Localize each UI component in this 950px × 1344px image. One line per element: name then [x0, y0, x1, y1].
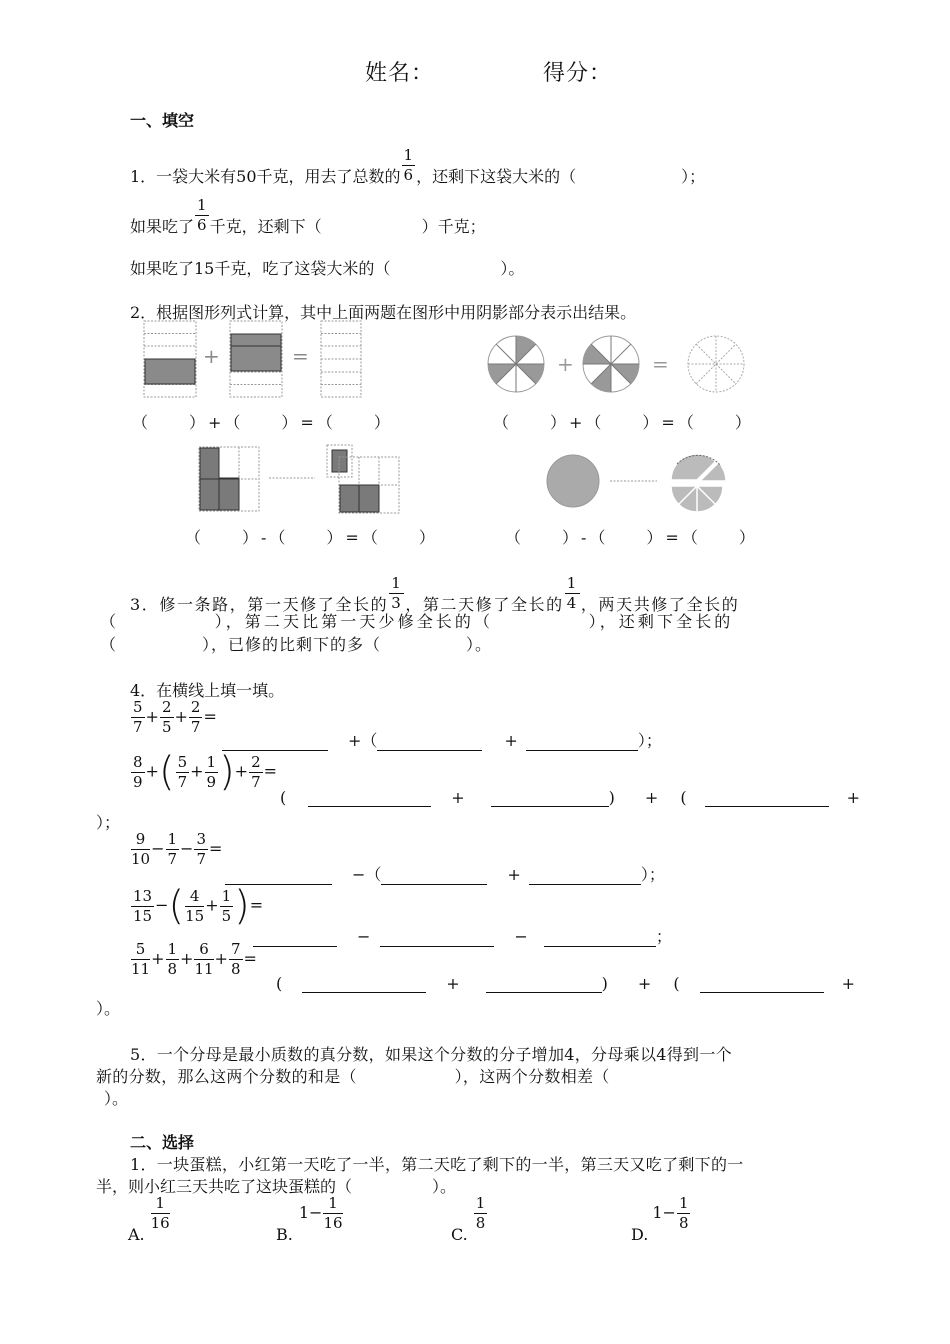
fraction-one-sixth-2: $\frac{1}{6}$: [197, 196, 207, 234]
plus-sign: +: [203, 344, 220, 368]
blank[interactable]: [308, 790, 431, 807]
q4-expr5: $\frac{5}{11}$ + $\frac{1}{8}$ + $\frac{6}{11}$ + $\frac{7}{8}$ =: [131, 940, 257, 978]
blank[interactable]: [222, 734, 328, 751]
q4-e5-blanks: ( + ) + ( +: [276, 974, 855, 993]
q4-expr2: $\frac{8}{9}$ +( $\frac{5}{7}$ + $\frac{1}{9}$ )+ $\frac{2}{7}$ =: [133, 749, 278, 795]
equals-sign-2: =: [652, 352, 669, 376]
q5-line2: 新的分数，那么这两个分数的和是（ ），这两个分数相差（: [96, 1067, 610, 1086]
q3-line2: （ ），第二天比第一天少修全长的（ ），还剩下全长的: [100, 612, 734, 631]
blank[interactable]: [377, 734, 482, 751]
blank[interactable]: [705, 790, 829, 807]
q2-row2-right-blanks: （ ）-（ ）=（ ）: [505, 528, 758, 547]
fraction-one-fourth: $\frac{1}{4}$: [566, 574, 578, 612]
circle-addition-figure: [485, 333, 750, 395]
option-d[interactable]: D.1− $\frac{1}{8}$: [631, 1194, 689, 1244]
circle-subtraction-figure: [545, 448, 730, 518]
q5-line3: ）。: [104, 1089, 129, 1108]
q2-row1-left-blanks: （ ）+（ ）=（ ）: [132, 413, 393, 432]
q4-e3-blanks: −（ + ）；: [225, 862, 665, 885]
blank[interactable]: [380, 930, 494, 947]
q2-row1-right-blanks: （ ）+（ ）=（ ）: [493, 413, 754, 432]
option-a[interactable]: A. $\frac{1}{16}$: [128, 1194, 170, 1244]
q1-line1: 1．一袋大米有50千克，用去了总数的 $\frac{1}{6}$ ，还剩下这袋大米的（ ）；: [130, 146, 706, 186]
q4-e4-blanks: − − ；: [253, 924, 672, 947]
q2-row2-left-blanks: （ ）-（ ）=（ ）: [185, 528, 438, 547]
q5-line1: 5．一个分母是最小质数的真分数，如果这个分数的分子增加4，分母乘以4得到一个: [130, 1045, 732, 1064]
blank[interactable]: [529, 868, 641, 885]
rect-addition-figure: [143, 320, 363, 400]
rect-subtraction-figure: [197, 443, 407, 518]
q4-e5-tail: ）。: [96, 999, 121, 1018]
section-title-choice: 二、选择: [130, 1133, 195, 1152]
fraction-one-third: $\frac{1}{3}$: [391, 574, 403, 612]
blank[interactable]: [700, 976, 824, 993]
blank[interactable]: [544, 930, 656, 947]
q4-e2-tail: ）；: [96, 813, 121, 832]
blank[interactable]: [526, 734, 638, 751]
q3-line1: 3．修一条路，第一天修了全长的 $\frac{1}{3}$ ，第二天修了全长的 $\frac{1}{4}$ ，两天共修了全长的: [130, 574, 740, 614]
section-title-fill: 一、填空: [130, 111, 195, 130]
q3-line3: （ ），已修的比剩下的多（ ）。: [100, 635, 493, 654]
q4-expr4: $\frac{13}{15}$ −( $\frac{4}{15}$ + $\frac{1}{5}$ )=: [133, 883, 264, 929]
s2-q1-line2: 半，则小红三天共吃了这块蛋糕的（ ）。: [96, 1177, 457, 1196]
blank[interactable]: [302, 976, 426, 993]
blank[interactable]: [486, 976, 602, 993]
q4-e1-blanks: +（ + ）；: [222, 728, 662, 751]
q4-e2-blanks: ( + ) + ( +: [280, 788, 860, 807]
fraction-one-sixth: $\frac{1}{6}$: [403, 146, 414, 184]
q4-title: 4．在横线上填一填。: [130, 681, 285, 700]
equals-sign: =: [292, 344, 309, 368]
name-label: 姓名：: [365, 61, 435, 86]
blank[interactable]: [381, 868, 487, 885]
s2-q1-line1: 1．一块蛋糕，小红第一天吃了一半，第二天吃了剩下的一半，第三天又吃了剩下的一: [130, 1155, 744, 1174]
q4-expr3: $\frac{9}{10}$ − $\frac{1}{7}$ − $\frac{3}{7}$ =: [131, 830, 223, 868]
q4-expr1: $\frac{5}{7}$ + $\frac{2}{5}$ + $\frac{2}{7}$ =: [133, 698, 217, 736]
option-c[interactable]: C. $\frac{1}{8}$: [451, 1194, 486, 1244]
blank[interactable]: [253, 930, 337, 947]
q1-line3: 如果吃了15千克，吃了这袋大米的（ ）。: [130, 259, 525, 278]
option-b[interactable]: B.1− $\frac{1}{16}$: [276, 1194, 343, 1244]
score-label: 得分：: [543, 61, 613, 86]
plus-sign-2: +: [557, 352, 574, 376]
q2-text: 2．根据图形列式计算，其中上面两题在图形中用阴影部分表示出结果。: [130, 303, 637, 322]
q1-line2: 如果吃了 $\frac{1}{6}$ 千克，还剩下（ ）千克；: [130, 196, 486, 236]
blank[interactable]: [491, 790, 609, 807]
